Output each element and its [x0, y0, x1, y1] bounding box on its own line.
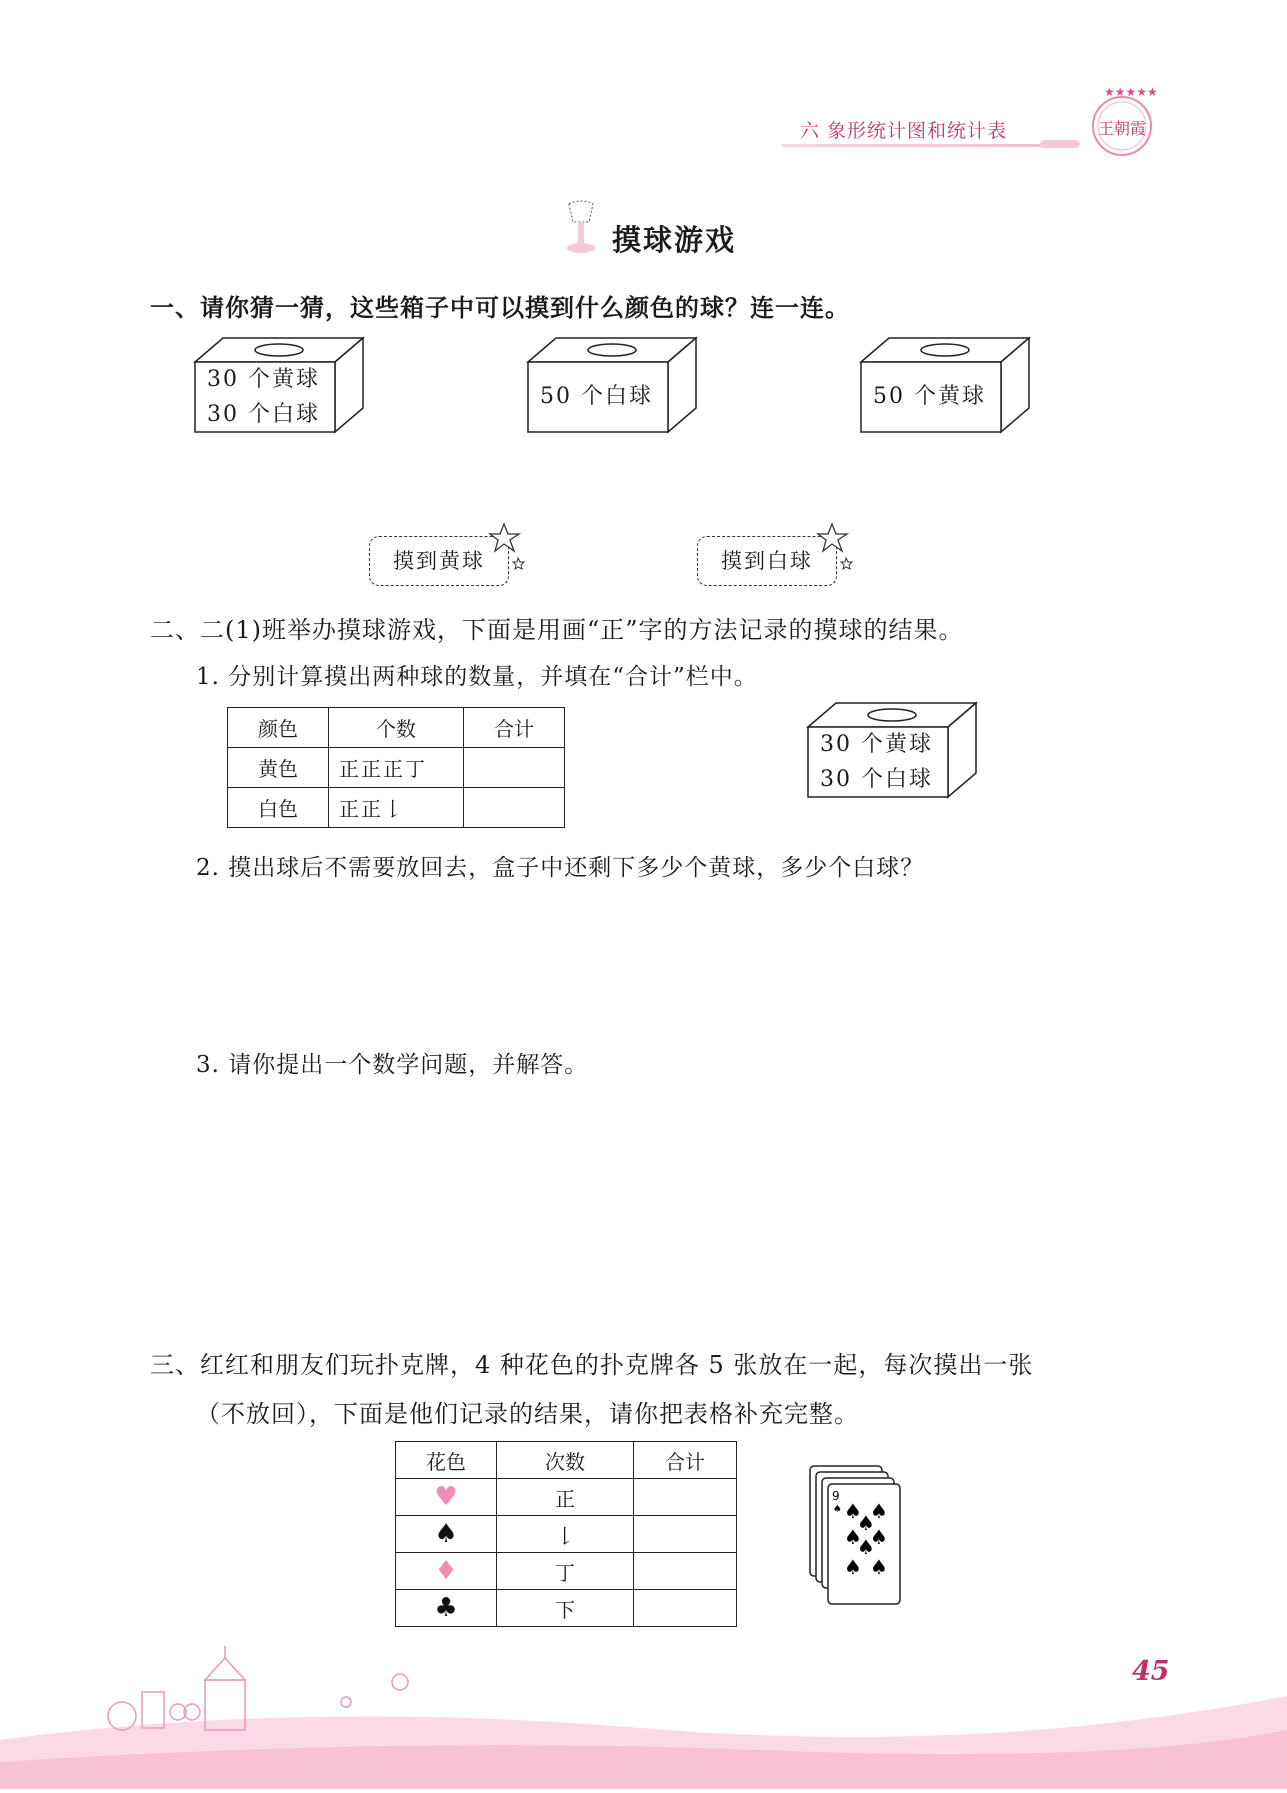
cell-tally: 正正𠄌 [329, 788, 464, 828]
svg-text:♠: ♠ [870, 1525, 888, 1549]
lamp-icon [563, 200, 599, 256]
svg-text:♠: ♠ [833, 1504, 842, 1515]
box-3-line-1: 50 个黄球 [873, 384, 986, 409]
svg-text:♠: ♠ [844, 1555, 862, 1579]
footer-decoration [0, 1640, 1287, 1789]
page-number: 45 [1132, 1656, 1170, 1687]
box-1-line-1: 30 个黄球 [207, 367, 320, 392]
brand-logo [1082, 82, 1162, 158]
cell-tally: 正 [497, 1479, 634, 1516]
cell-total-input[interactable] [464, 788, 565, 828]
col-header-color: 颜色 [228, 708, 329, 748]
table-row [396, 1479, 737, 1516]
svg-text:♠: ♠ [870, 1555, 888, 1579]
svg-text:♠: ♠ [857, 1511, 875, 1535]
svg-text:♠: ♠ [857, 1535, 875, 1559]
table-row [396, 1590, 737, 1627]
diamond-icon: ♦ [396, 1553, 497, 1590]
table-row [228, 788, 565, 828]
cell-total-input[interactable] [634, 1553, 737, 1590]
svg-text:9: 9 [832, 1489, 840, 1503]
question-3-prompt-line-2: （不放回），下面是他们记录的结果，请你把表格补充完整。 [196, 1400, 859, 1428]
question-3-prompt-line-1: 三、红红和朋友们玩扑克牌，4 种花色的扑克牌各 5 张放在一起，每次摸出一张 [150, 1351, 1034, 1379]
svg-text:♠: ♠ [870, 1499, 888, 1523]
svg-text:★★★★★: ★★★★★ [1104, 85, 1158, 99]
svg-text:♠: ♠ [844, 1525, 862, 1549]
card-tally-table [395, 1441, 737, 1627]
ball-box-q2 [806, 701, 978, 801]
spade-icon: ♠ [396, 1516, 497, 1553]
cell-color: 白色 [228, 788, 329, 828]
col-header-times: 次数 [497, 1442, 634, 1479]
heart-icon: ♥ [396, 1479, 497, 1516]
cell-tally: 正正正丁 [329, 748, 464, 788]
star-icon [816, 522, 856, 574]
cell-total-input[interactable] [634, 1516, 737, 1553]
cell-color: 黄色 [228, 748, 329, 788]
cell-tally: 𠄌 [497, 1516, 634, 1553]
cell-tally: 丁 [497, 1553, 634, 1590]
col-header-count: 个数 [329, 708, 464, 748]
star-icon [488, 522, 528, 574]
table-row [396, 1516, 737, 1553]
playing-cards-icon [806, 1462, 916, 1610]
header-rule-end [1040, 140, 1080, 148]
ball-box-3 [859, 336, 1031, 436]
ball-box-2 [526, 336, 698, 436]
question-2-sub-1: 1. 分别计算摸出两种球的数量，并填在“合计”栏中。 [196, 664, 758, 690]
question-2-prompt: 二、二(1)班举办摸球游戏，下面是用画“正”字的方法记录的摸球的结果。 [150, 616, 964, 644]
table-row [228, 748, 565, 788]
tag-white-ball[interactable]: 摸到白球 [697, 536, 837, 586]
box-2-line-1: 50 个白球 [540, 384, 653, 409]
svg-text:王朝霞: 王朝霞 [1097, 119, 1147, 138]
cell-total-input[interactable] [634, 1590, 737, 1627]
cell-tally: 下 [497, 1590, 634, 1627]
table-row [396, 1553, 737, 1590]
box-q2-line-2: 30 个白球 [820, 767, 933, 792]
club-icon: ♣ [396, 1590, 497, 1627]
cell-total-input[interactable] [634, 1479, 737, 1516]
chapter-header: 六 象形统计图和统计表 [800, 120, 1008, 142]
question-2-sub-3: 3. 请你提出一个数学问题，并解答。 [196, 1052, 589, 1078]
tag-yellow-ball[interactable]: 摸到黄球 [369, 536, 509, 586]
svg-text:♠: ♠ [844, 1499, 862, 1523]
question-2-sub-2: 2. 摸出球后不需要放回去，盒子中还剩下多少个黄球，多少个白球？ [196, 855, 925, 881]
question-1-prompt: 一、请你猜一猜，这些箱子中可以摸到什么颜色的球？连一连。 [150, 293, 850, 322]
cell-total-input[interactable] [464, 748, 565, 788]
ball-box-1 [193, 336, 365, 436]
ball-tally-table [227, 707, 565, 828]
page-title: 摸球游戏 [612, 223, 737, 257]
col-header-total: 合计 [464, 708, 565, 748]
box-1-line-2: 30 个白球 [207, 402, 320, 427]
box-q2-line-1: 30 个黄球 [820, 732, 933, 757]
col-header-suit: 花色 [396, 1442, 497, 1479]
col-header-total: 合计 [634, 1442, 737, 1479]
header-rule [782, 144, 1072, 147]
